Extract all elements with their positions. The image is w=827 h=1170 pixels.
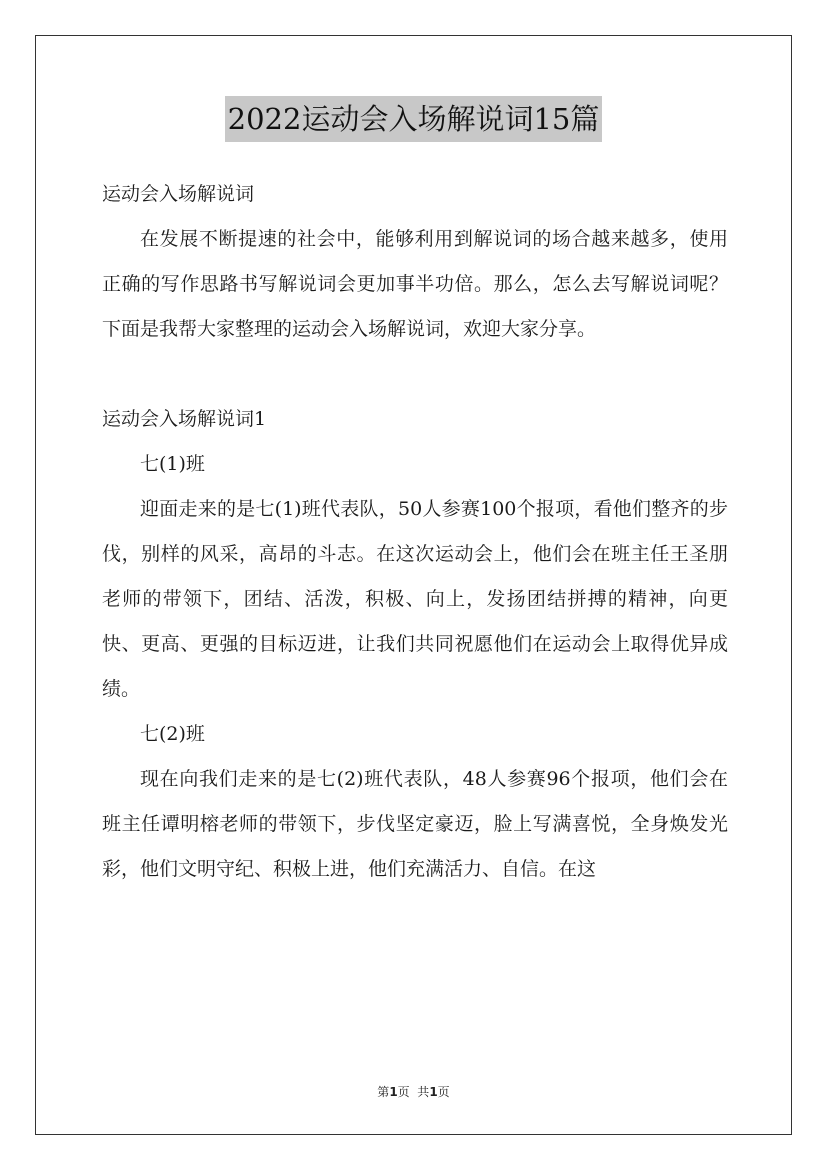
document-title: 2022运动会入场解说词15篇: [225, 96, 603, 142]
document-body: [102, 172, 728, 892]
class2-label: 七(2)班: [140, 723, 205, 745]
page-footer: [0, 1083, 827, 1100]
intro-paragraph: 在发展不断提速的社会中，能够利用到解说词的场合越来越多，使用正确的写作思路书写解说词会更加事半功倍。那么，怎么去写解说词呢？下面是我帮大家整理的运动会入场解说词，欢迎大家分享。: [102, 228, 728, 340]
footer-prefix: 第: [377, 1085, 390, 1099]
class1-label: 七(1)班: [140, 453, 205, 475]
title-container: [0, 96, 827, 142]
footer-page-number: 1: [389, 1085, 398, 1099]
paragraph-gap: [102, 352, 728, 397]
section-heading: 运动会入场解说词1: [102, 408, 267, 430]
footer-total-pages: 1: [429, 1085, 438, 1099]
subtitle: 运动会入场解说词: [102, 183, 255, 205]
footer-suffix: 页: [437, 1085, 450, 1099]
class2-paragraph: 现在向我们走来的是七(2)班代表队，48人参赛96个报项，他们会在班主任谭明榕老师的带领下，步伐坚定豪迈，脸上写满喜悦，全身焕发光彩，他们文明守纪、积极上进，他们充满活力、自信。在这: [102, 768, 728, 880]
class1-paragraph: 迎面走来的是七(1)班代表队，50人参赛100个报项，看他们整齐的步伐，别样的风采，高昂的斗志。在这次运动会上，他们会在班主任王圣朋老师的带领下，团结、活泼，积极、向上，发扬团结拼搏的精神，向更快、更高、更强的目标迈进，让我们共同祝愿他们在运动会上取得优异成绩。: [102, 498, 728, 700]
footer-mid: 页 共: [397, 1085, 430, 1099]
